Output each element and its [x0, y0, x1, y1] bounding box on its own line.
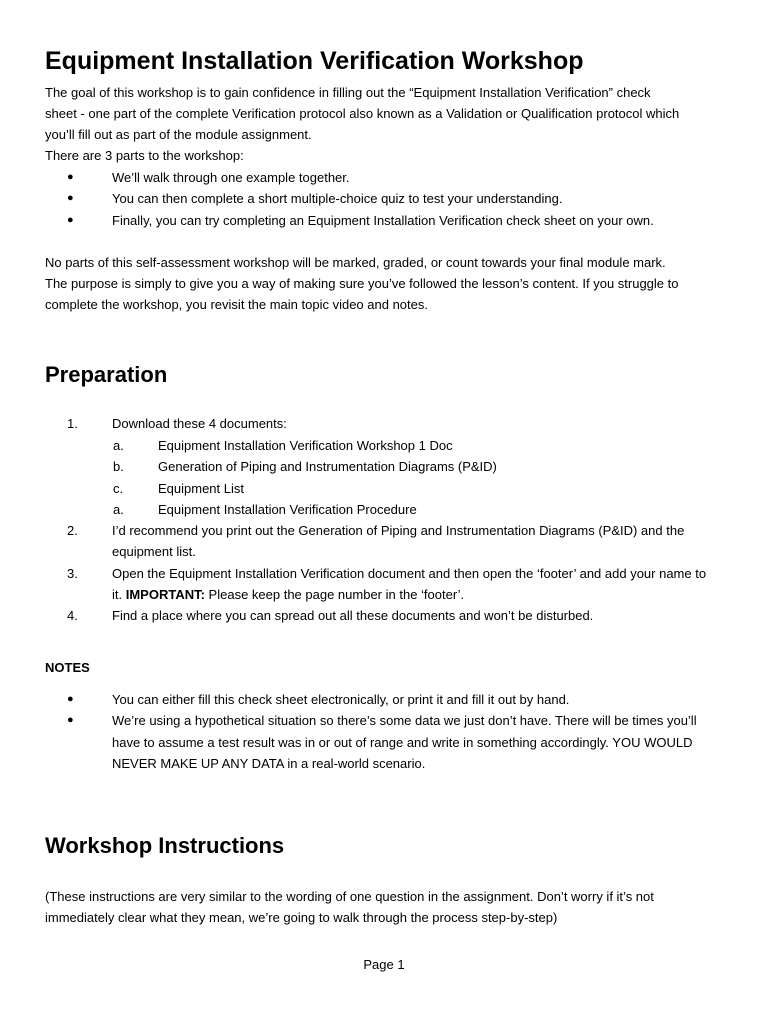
- document-name: Equipment List: [158, 481, 244, 496]
- intro-line: There are 3 parts to the workshop:: [45, 148, 244, 163]
- bullet-icon: ●: [67, 714, 74, 726]
- section-heading-workshop-instructions: Workshop Instructions: [45, 833, 285, 858]
- document-title: Equipment Installation Verification Workshop: [45, 47, 584, 75]
- bullet-icon: ●: [67, 693, 74, 705]
- assessment-paragraph: [45, 252, 678, 315]
- step-text-end: Please keep the page number in the ‘footer’.: [204, 587, 465, 602]
- step-text: equipment list.: [112, 544, 196, 559]
- bullet-icon: ●: [67, 171, 74, 183]
- paragraph-line: complete the workshop, you revisit the main topic video and notes.: [45, 297, 428, 312]
- step-number: 1.: [67, 416, 78, 431]
- step-number: 2.: [67, 523, 78, 538]
- paragraph-line: immediately clear what they mean, we’re going to walk through the process step-by-step): [45, 910, 558, 925]
- sub-item-letter: b.: [113, 459, 124, 474]
- sub-item-letter: a.: [113, 438, 124, 453]
- step-number: 3.: [67, 566, 78, 581]
- document-name: Equipment Installation Verification Procedure: [158, 502, 417, 517]
- sub-item-letter: c.: [113, 481, 124, 496]
- paragraph-line: (These instructions are very similar to the wording of one question in the assignment. Don’t worry if it’s not: [45, 889, 654, 904]
- workshop-paragraph: [45, 886, 654, 928]
- list-item-text: Finally, you can try completing an Equipment Installation Verification check sheet on your own.: [112, 213, 654, 228]
- step-text: Download these 4 documents:: [112, 416, 287, 431]
- list-item-text: You can then complete a short multiple-choice quiz to test your understanding.: [112, 191, 563, 206]
- intro-line: The goal of this workshop is to gain confidence in filling out the “Equipment Installation Verification” check: [45, 85, 651, 100]
- bullet-icon: ●: [67, 192, 74, 204]
- document-name: Generation of Piping and Instrumentation Diagrams (P&ID): [158, 459, 497, 474]
- document-name: Equipment Installation Verification Workshop 1 Doc: [158, 438, 453, 453]
- section-heading-preparation: Preparation: [45, 362, 168, 387]
- list-item-text: We’ll walk through one example together.: [112, 170, 350, 185]
- important-label: IMPORTANT:: [125, 587, 205, 602]
- intro-line: you’ll fill out as part of the module assignment.: [45, 127, 312, 142]
- list-item-text: NEVER MAKE UP ANY DATA in a real-world scenario.: [112, 756, 426, 771]
- paragraph-line: No parts of this self-assessment workshop will be marked, graded, or count towards your final module mark.: [45, 255, 666, 270]
- step-text: [112, 584, 464, 605]
- page-number: Page 1: [363, 957, 405, 972]
- intro-paragraph: [45, 82, 679, 166]
- notes-heading: NOTES: [45, 660, 90, 675]
- intro-line: sheet - one part of the complete Verification protocol also known as a Validation or Qualification protocol which: [45, 106, 680, 121]
- step-text: Open the Equipment Installation Verification document and then open the ‘footer’ and add your name to: [112, 566, 707, 581]
- paragraph-line: The purpose is simply to give you a way of making sure you’ve followed the lesson’s content. If you struggle to: [45, 276, 679, 291]
- step-text: I’d recommend you print out the Generation of Piping and Instrumentation Diagrams (P&ID) and the: [112, 523, 685, 538]
- bullet-icon: ●: [67, 214, 74, 226]
- list-item-text: have to assume a test result was in or out of range and write in something accordingly. YOU WOULD: [112, 735, 693, 750]
- list-item-text: You can either fill this check sheet electronically, or print it and fill it out by hand.: [112, 692, 570, 707]
- step-text: Find a place where you can spread out all these documents and won’t be disturbed.: [112, 608, 594, 623]
- sub-item-letter: a.: [113, 502, 124, 517]
- step-text-start: it.: [112, 587, 126, 602]
- step-number: 4.: [67, 608, 78, 623]
- list-item-text: We’re using a hypothetical situation so there’s some data we just don’t have. There will be times you’ll: [112, 713, 697, 728]
